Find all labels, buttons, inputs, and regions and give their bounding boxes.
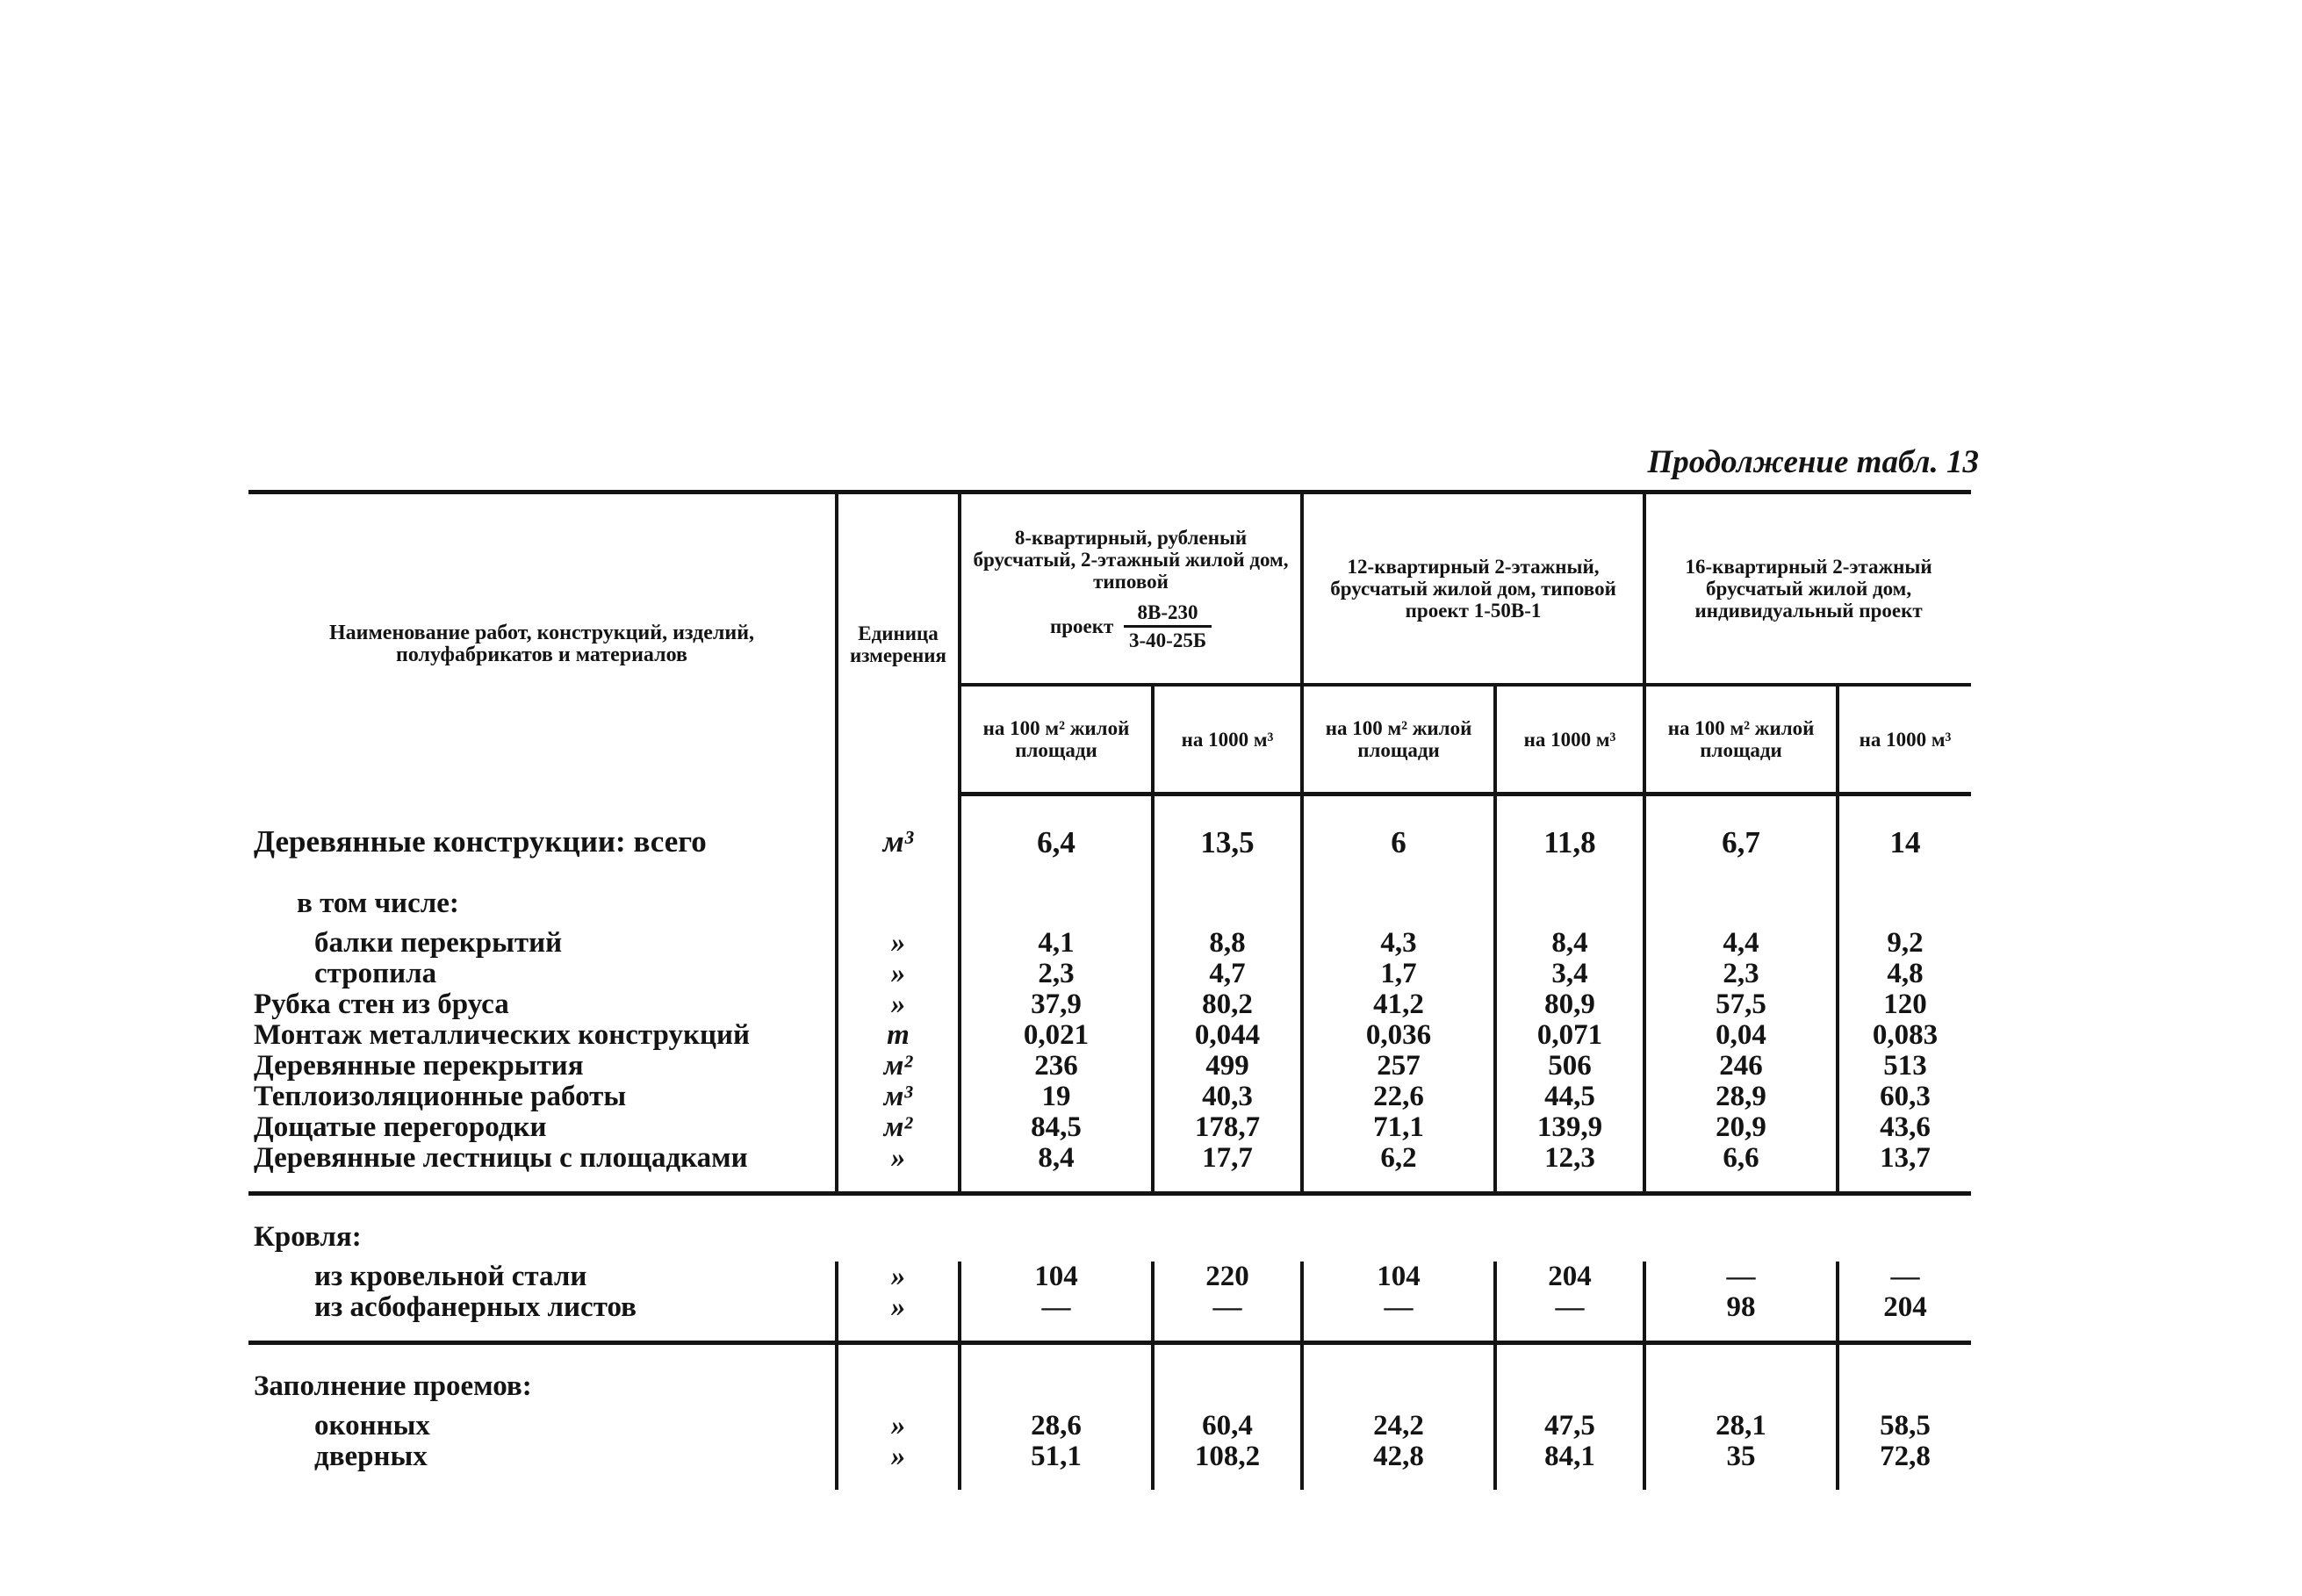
row-value: — xyxy=(1302,1292,1495,1343)
row-value: 11,8 xyxy=(1495,794,1644,881)
row-value: 246 xyxy=(1644,1051,1838,1082)
row-value: 14 xyxy=(1889,825,1921,859)
row-value: 80,2 xyxy=(1153,989,1302,1020)
table-row xyxy=(248,1411,1971,1441)
table-row xyxy=(248,794,1971,881)
row-name: дверных xyxy=(248,1441,837,1490)
row-value: 35 xyxy=(1644,1441,1838,1490)
row-value: 0,036 xyxy=(1302,1020,1495,1051)
row-value: 80,9 xyxy=(1495,989,1644,1020)
materials-table xyxy=(248,490,1971,1490)
row-value: 104 xyxy=(960,1262,1153,1292)
row-value: 6,7 xyxy=(1644,794,1838,881)
row-name: Теплоизоляционные работы xyxy=(248,1082,837,1112)
row-value: 4,3 xyxy=(1302,928,1495,959)
row-unit: м² xyxy=(837,1051,960,1082)
table-row xyxy=(248,1051,1971,1082)
row-unit: » xyxy=(837,1411,960,1441)
row-name: Деревянные лестницы с площадками xyxy=(248,1143,837,1194)
project-numerator: 8В-230 xyxy=(1124,601,1212,628)
row-value: 84,1 xyxy=(1495,1441,1644,1490)
row-unit: м² xyxy=(837,1112,960,1143)
subheader-g3-per-1000: на 1000 м³ xyxy=(1838,685,1971,794)
row-value: 499 xyxy=(1153,1051,1302,1082)
header-group-3: 16-квартирный 2-этажный брусчатый жилой дом, индивидуальный проект xyxy=(1644,492,1971,686)
row-value: 6,4 xyxy=(960,794,1153,881)
table-row xyxy=(248,1292,1971,1343)
row-value: 8,8 xyxy=(1153,928,1302,959)
row-value: 104 xyxy=(1302,1262,1495,1292)
row-name section-heading: Заполнение проемов: xyxy=(248,1343,837,1412)
table-row xyxy=(248,1112,1971,1143)
table-row xyxy=(248,959,1971,989)
row-value: 6,2 xyxy=(1302,1143,1495,1194)
row-value: 4,8 xyxy=(1887,958,1924,989)
row-name: стропила xyxy=(248,959,837,989)
row-value: 60,4 xyxy=(1153,1411,1302,1441)
row-value: 28,9 xyxy=(1644,1082,1838,1112)
row-value: 0,044 xyxy=(1153,1020,1302,1051)
table-row xyxy=(248,1262,1971,1292)
project-denominator: 3-40-25Б xyxy=(1129,629,1207,651)
row-value: 72,8 xyxy=(1880,1441,1931,1472)
row-value: 204 xyxy=(1883,1291,1927,1323)
row-unit: м³ xyxy=(837,1082,960,1112)
table-body xyxy=(248,794,1971,1491)
table-header xyxy=(248,492,1971,794)
row-value: 41,2 xyxy=(1302,989,1495,1020)
row-value: 8,4 xyxy=(1495,928,1644,959)
row-value: 28,1 xyxy=(1644,1411,1838,1441)
row-value: 84,5 xyxy=(960,1112,1153,1143)
row-unit: м³ xyxy=(837,794,960,881)
row-value: 13,5 xyxy=(1153,794,1302,881)
row-value: 139,9 xyxy=(1495,1112,1644,1143)
row-unit: » xyxy=(837,1292,960,1343)
row-unit: » xyxy=(837,928,960,959)
table-caption: Продолжение табл. 13 xyxy=(1647,444,1979,480)
table-row xyxy=(248,1143,1971,1194)
row-name: Монтаж металлических конструкций xyxy=(248,1020,837,1051)
row-unit: » xyxy=(837,1441,960,1490)
header-group-1-project xyxy=(968,601,1293,651)
row-value: 42,8 xyxy=(1302,1441,1495,1490)
row-unit: » xyxy=(837,959,960,989)
row-name: оконных xyxy=(248,1411,837,1441)
row-name: Рубка стен из бруса xyxy=(248,989,837,1020)
row-value: 51,1 xyxy=(960,1441,1153,1490)
header-group-1-title: 8-квартирный, рубленый брусчатый, 2-этажный жилой дом, типовой xyxy=(973,526,1289,593)
row-value: 12,3 xyxy=(1495,1143,1644,1194)
row-name section-heading: Кровля: xyxy=(248,1194,837,1262)
header-group-1-project-label: проект xyxy=(1049,615,1114,637)
row-value: — xyxy=(1153,1292,1302,1343)
row-value: 6 xyxy=(1302,794,1495,881)
row-value: 37,9 xyxy=(960,989,1153,1020)
row-value: — xyxy=(960,1292,1153,1343)
row-value: 2,3 xyxy=(1644,959,1838,989)
row-value: 3,4 xyxy=(1495,959,1644,989)
row-value: 4,4 xyxy=(1644,928,1838,959)
row-value: 220 xyxy=(1153,1262,1302,1292)
table-row xyxy=(248,1020,1971,1051)
header-group-1 xyxy=(960,492,1302,686)
row-name: Деревянные конструкции: всего xyxy=(248,794,837,881)
row-value: 0,083 xyxy=(1872,1019,1939,1051)
row-value: 13,7 xyxy=(1880,1142,1931,1174)
row-value: 40,3 xyxy=(1153,1082,1302,1112)
subheader-g1-per-100: на 100 м² жилой площади xyxy=(960,685,1153,794)
row-name: из кровельной стали xyxy=(248,1262,837,1292)
row-name: Деревянные перекрытия xyxy=(248,1051,837,1082)
row-name: из асбофанерных листов xyxy=(248,1292,837,1343)
row-value: 1,7 xyxy=(1302,959,1495,989)
row-value: 19 xyxy=(960,1082,1153,1112)
row-value: 43,6 xyxy=(1880,1111,1931,1143)
row-value: 4,7 xyxy=(1153,959,1302,989)
row-value: 6,6 xyxy=(1644,1143,1838,1194)
row-value: 0,04 xyxy=(1644,1020,1838,1051)
table-row xyxy=(248,880,1971,928)
row-value: 20,9 xyxy=(1644,1112,1838,1143)
row-name: балки перекрытий xyxy=(248,928,837,959)
row-unit: » xyxy=(837,1143,960,1194)
table-row xyxy=(248,928,1971,959)
header-unit: Единица измерения xyxy=(837,492,960,794)
row-value: 0,071 xyxy=(1495,1020,1644,1051)
header-name: Наименование работ, конструкций, изделий, полуфабрикатов и материалов xyxy=(248,492,837,794)
row-value: 506 xyxy=(1495,1051,1644,1082)
row-unit: » xyxy=(837,1262,960,1292)
row-value: 257 xyxy=(1302,1051,1495,1082)
row-value: 9,2 xyxy=(1887,927,1924,959)
row-value: 0,021 xyxy=(960,1020,1153,1051)
row-value: 204 xyxy=(1495,1262,1644,1292)
project-fraction xyxy=(1124,601,1212,651)
row-value: — xyxy=(1495,1292,1644,1343)
table-row xyxy=(248,1343,1971,1412)
row-value: 17,7 xyxy=(1153,1143,1302,1194)
row-value: 57,5 xyxy=(1644,989,1838,1020)
row-unit: т xyxy=(837,1020,960,1051)
row-value: — xyxy=(1890,1261,1920,1292)
subheader-g3-per-100: на 100 м² жилой площади xyxy=(1644,685,1838,794)
row-value: 8,4 xyxy=(960,1143,1153,1194)
row-unit: » xyxy=(837,989,960,1020)
table-row xyxy=(248,1082,1971,1112)
table-row xyxy=(248,1194,1971,1262)
row-value: — xyxy=(1644,1262,1838,1292)
row-value: 44,5 xyxy=(1495,1082,1644,1112)
row-name: в том числе: xyxy=(248,880,837,928)
row-value: 60,3 xyxy=(1880,1081,1931,1112)
row-value: 513 xyxy=(1883,1050,1927,1082)
subheader-g1-per-1000: на 1000 м³ xyxy=(1153,685,1302,794)
row-value: 22,6 xyxy=(1302,1082,1495,1112)
subheader-g2-per-100: на 100 м² жилой площади xyxy=(1302,685,1495,794)
row-value: 2,3 xyxy=(960,959,1153,989)
row-value: 47,5 xyxy=(1495,1411,1644,1441)
row-value: 120 xyxy=(1883,989,1927,1020)
row-value: 178,7 xyxy=(1153,1112,1302,1143)
row-value: 4,1 xyxy=(960,928,1153,959)
table-row xyxy=(248,1441,1971,1490)
row-value: 71,1 xyxy=(1302,1112,1495,1143)
row-value: 108,2 xyxy=(1153,1441,1302,1490)
row-value: 98 xyxy=(1644,1292,1838,1343)
row-value: 58,5 xyxy=(1880,1410,1931,1441)
header-group-2: 12-квартирный 2-этажный, брусчатый жилой дом, типовой проект 1-50В-1 xyxy=(1302,492,1644,686)
subheader-g2-per-1000: на 1000 м³ xyxy=(1495,685,1644,794)
row-value: 28,6 xyxy=(960,1411,1153,1441)
table-row xyxy=(248,989,1971,1020)
row-name: Дощатые перегородки xyxy=(248,1112,837,1143)
row-value: 236 xyxy=(960,1051,1153,1082)
row-value: 24,2 xyxy=(1302,1411,1495,1441)
